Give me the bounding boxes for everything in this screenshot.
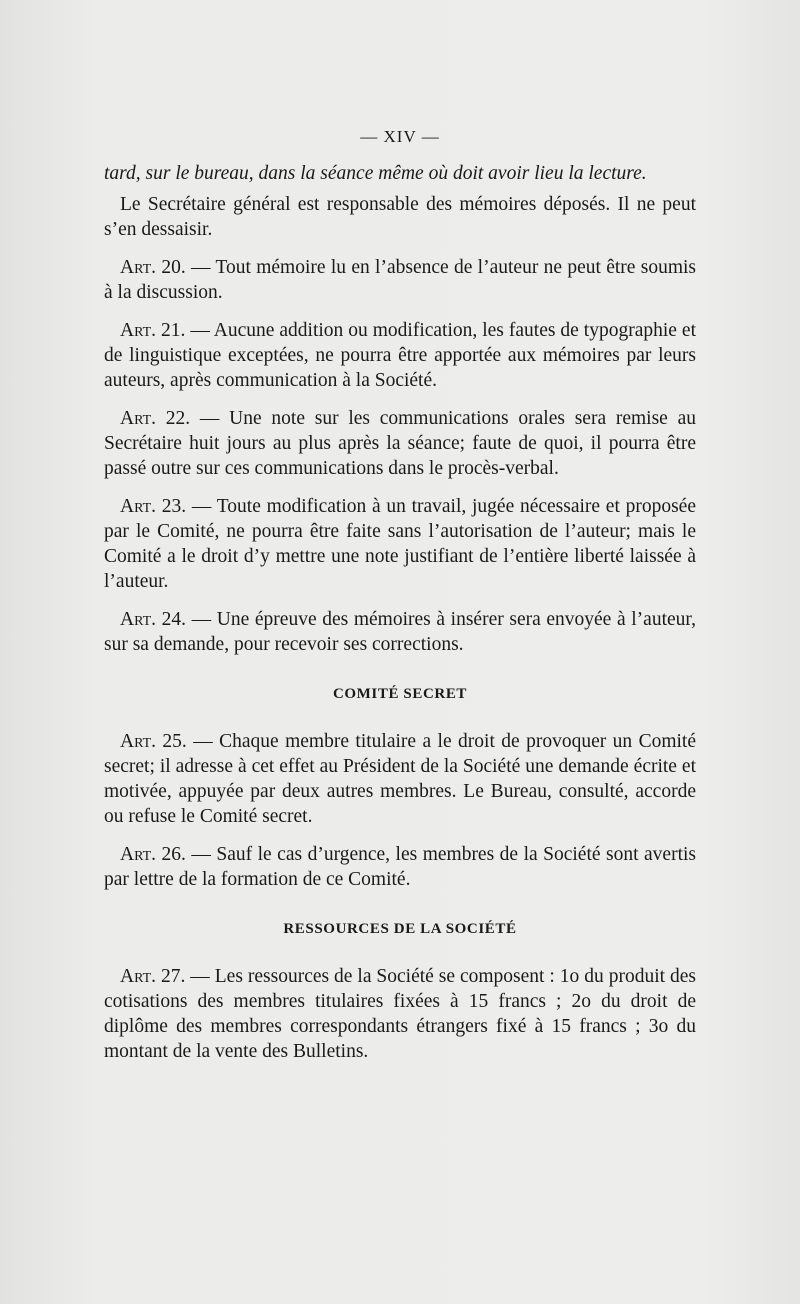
article-label: Art. 20.: [120, 257, 186, 278]
article-label: Art. 25.: [120, 731, 187, 752]
text-column: [104, 124, 696, 1077]
article-text: — Sauf le cas d’urgence, les membres de la Société sont avertis par lettre de la formation de ce Comité.: [104, 844, 697, 890]
article-label: Art. 23.: [120, 496, 187, 517]
article-text: — Chaque membre titulaire a le droit de provoquer un Comité secret; il adresse à cet effet au Président de la Société une demande écrite et motivée, appuyée par deux autres membres. Le Bureau, consulté, accorde ou refuse le Comité secret.: [104, 731, 696, 827]
article-label: Art. 22.: [120, 408, 191, 429]
section-heading-ressources: RESSOURCES DE LA SOCIÉTÉ: [283, 921, 517, 937]
article-24: [104, 607, 696, 657]
article-label: Art. 27.: [120, 966, 186, 987]
article-text: — Une note sur les communications orales sera remise au Secrétaire huit jours au plus après la séance; faute de quoi, il pourra être passé outre sur ces communications dans le procès-verbal.: [104, 408, 696, 479]
section-heading-comite-secret: COMITÉ SECRET: [332, 686, 468, 702]
article-26: [104, 842, 696, 892]
article-27: [104, 964, 696, 1064]
article-label: Art. 26.: [120, 844, 186, 865]
article-text: — Tout mémoire lu en l’absence de l’auteur ne peut être soumis à la discussion.: [104, 257, 696, 303]
article-text: — Aucune addition ou modification, les fautes de typographie et de linguistique exceptées, ne pourra être apportée aux mémoires par leurs auteurs, après communication à la Société.: [104, 320, 696, 391]
secretary-paragraph: Le Secrétaire général est responsable des mémoires déposés. Il ne peut s’en dessaisir.: [104, 194, 696, 240]
page-number: — XIV —: [360, 127, 440, 146]
article-label: Art. 24.: [120, 609, 187, 630]
article-20: [104, 255, 696, 305]
article-text: — Les ressources de la Société se composent : 1o du produit des cotisations des membres titulaires fixées à 15 francs ; 2o du droit de diplôme des membres correspondants étrangers fixé à 15 francs ; 3o du montant de la vente des Bulletins.: [104, 966, 696, 1062]
article-22: [104, 406, 696, 481]
article-text: — Toute modification à un travail, jugée nécessaire et proposée par le Comité, ne pourra être faite sans l’autorisation de l’auteur; mais le Comité a le droit d’y mettre une note justifiant de l’entière liberté laissée à l’auteur.: [104, 496, 696, 592]
article-25: [104, 729, 696, 829]
continuation-text: tard, sur le bureau, dans la séance même où doit avoir lieu la lecture.: [104, 163, 647, 184]
article-23: [104, 494, 696, 594]
article-text: — Une épreuve des mémoires à insérer sera envoyée à l’auteur, sur sa demande, pour recevoir ses corrections.: [104, 609, 696, 655]
article-21: [104, 318, 696, 393]
article-label: Art. 21.: [120, 320, 186, 341]
